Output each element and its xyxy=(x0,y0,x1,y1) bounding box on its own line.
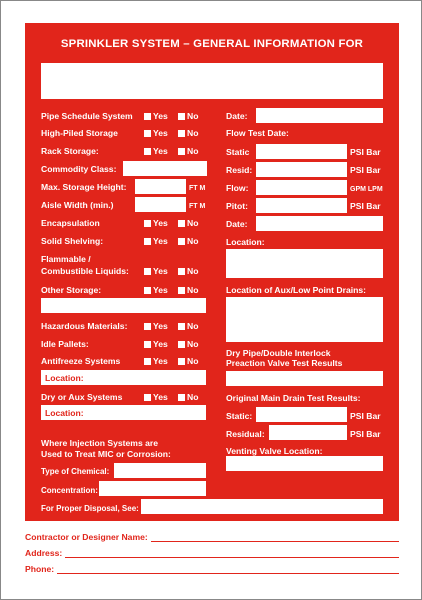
antifreeze-label: Antifreeze Systems xyxy=(41,356,121,366)
flow-test-date-label: Flow Test Date: xyxy=(226,128,289,138)
max-storage-height-field[interactable] xyxy=(135,179,186,194)
location-field[interactable] xyxy=(226,249,383,278)
disposal-label: For Proper Disposal, See: xyxy=(41,504,139,513)
concentration-field[interactable] xyxy=(99,481,206,496)
checkbox-antifreeze-yes[interactable] xyxy=(144,358,151,365)
pitot-field[interactable] xyxy=(256,198,347,213)
aux-drains-field[interactable] xyxy=(226,297,383,342)
no-label: No xyxy=(187,128,199,138)
static2-field[interactable] xyxy=(256,407,347,422)
date2-label: Date: xyxy=(226,219,248,229)
yes-label: Yes xyxy=(153,356,168,366)
checkbox-dry-aux-no[interactable] xyxy=(178,394,185,401)
contractor-line[interactable] xyxy=(151,541,399,542)
checkbox-solid-shelving-yes[interactable] xyxy=(144,238,151,245)
no-label: No xyxy=(187,356,199,366)
injection-label-line1: Where Injection Systems are xyxy=(41,438,159,448)
date-field[interactable] xyxy=(256,108,383,123)
no-label: No xyxy=(187,236,199,246)
checkbox-idle-pallets-yes[interactable] xyxy=(144,341,151,348)
checkbox-encapsulation-no[interactable] xyxy=(178,220,185,227)
yes-label: Yes xyxy=(153,146,168,156)
checkbox-rack-storage-no[interactable] xyxy=(178,148,185,155)
checkbox-dry-aux-yes[interactable] xyxy=(144,394,151,401)
aisle-width-field[interactable] xyxy=(135,197,186,212)
location-label: Location: xyxy=(226,237,265,247)
commodity-class-field[interactable] xyxy=(123,161,207,176)
date-label: Date: xyxy=(226,111,248,121)
address-line[interactable] xyxy=(65,557,399,558)
residual-field[interactable] xyxy=(269,425,347,440)
dry-pipe-label-line1: Dry Pipe/Double Interlock xyxy=(226,348,331,358)
unit-psi-bar: PSI Bar xyxy=(350,165,381,175)
dry-pipe-field[interactable] xyxy=(226,371,383,386)
aisle-width-label: Aisle Width (min.) xyxy=(41,200,114,210)
no-label: No xyxy=(187,285,199,295)
checkbox-pipe-schedule-yes[interactable] xyxy=(144,113,151,120)
static2-label: Static: xyxy=(226,411,253,421)
no-label: No xyxy=(187,146,199,156)
unit-ft-m: FT M xyxy=(189,185,206,192)
contractor-label: Contractor or Designer Name: xyxy=(25,532,148,542)
max-storage-height-label: Max. Storage Height: xyxy=(41,182,127,192)
injection-label-line2: Used to Treat MIC or Corrosion: xyxy=(41,449,171,459)
checkbox-high-piled-no[interactable] xyxy=(178,130,185,137)
other-storage-field[interactable] xyxy=(41,298,206,313)
checkbox-antifreeze-no[interactable] xyxy=(178,358,185,365)
static-label: Static xyxy=(226,147,250,157)
checkbox-hazardous-yes[interactable] xyxy=(144,323,151,330)
yes-label: Yes xyxy=(153,111,168,121)
static-field[interactable] xyxy=(256,144,347,159)
unit-ft-m: FT M xyxy=(189,203,206,210)
flow-label: Flow: xyxy=(226,183,249,193)
flammable-label-line2: Combustible Liquids: xyxy=(41,266,129,276)
phone-line[interactable] xyxy=(57,573,399,574)
sign-title: SPRINKLER SYSTEM – GENERAL INFORMATION FOR xyxy=(60,38,364,50)
dry-pipe-label-line2: Preaction Valve Test Results xyxy=(226,358,343,368)
checkbox-solid-shelving-no[interactable] xyxy=(178,238,185,245)
date2-field[interactable] xyxy=(256,216,383,231)
antifreeze-location-label: Location: xyxy=(45,373,84,383)
hazardous-materials-label: Hazardous Materials: xyxy=(41,321,128,331)
aux-drains-label: Location of Aux/Low Point Drains: xyxy=(226,285,367,295)
venting-valve-label: Venting Valve Location: xyxy=(226,446,323,456)
encapsulation-label: Encapsulation xyxy=(41,218,100,228)
pitot-label: Pitot: xyxy=(226,201,248,211)
no-label: No xyxy=(187,111,199,121)
no-label: No xyxy=(187,218,199,228)
checkbox-hazardous-no[interactable] xyxy=(178,323,185,330)
other-storage-label: Other Storage: xyxy=(41,285,102,295)
checkbox-other-storage-no[interactable] xyxy=(178,287,185,294)
residual-label: Residual: xyxy=(226,429,265,439)
high-piled-label: High-Piled Storage xyxy=(41,128,118,138)
checkbox-high-piled-yes[interactable] xyxy=(144,130,151,137)
phone-label: Phone: xyxy=(25,564,55,574)
no-label: No xyxy=(187,321,199,331)
facility-name-field[interactable] xyxy=(41,63,383,99)
yes-label: Yes xyxy=(153,128,168,138)
solid-shelving-label: Solid Shelving: xyxy=(41,236,104,246)
checkbox-rack-storage-yes[interactable] xyxy=(144,148,151,155)
yes-label: Yes xyxy=(153,392,168,402)
unit-psi-bar: PSI Bar xyxy=(350,411,381,421)
address-label: Address: xyxy=(25,548,63,558)
no-label: No xyxy=(187,392,199,402)
type-chemical-field[interactable] xyxy=(114,463,206,478)
resid-field[interactable] xyxy=(256,162,347,177)
concentration-label: Concentration: xyxy=(41,486,98,495)
main-drain-label: Original Main Drain Test Results: xyxy=(226,393,361,403)
checkbox-flammable-no[interactable] xyxy=(178,268,185,275)
yes-label: Yes xyxy=(153,339,168,349)
checkbox-other-storage-yes[interactable] xyxy=(144,287,151,294)
checkbox-pipe-schedule-no[interactable] xyxy=(178,113,185,120)
unit-psi-bar: PSI Bar xyxy=(350,429,381,439)
yes-label: Yes xyxy=(153,266,168,276)
commodity-class-label: Commodity Class: xyxy=(41,164,117,174)
rack-storage-label: Rack Storage: xyxy=(41,146,99,156)
yes-label: Yes xyxy=(153,321,168,331)
pipe-schedule-label: Pipe Schedule System xyxy=(41,111,133,121)
checkbox-flammable-yes[interactable] xyxy=(144,268,151,275)
flammable-label-line1: Flammable / xyxy=(41,254,91,264)
disposal-field[interactable] xyxy=(141,499,383,514)
venting-valve-field[interactable] xyxy=(226,456,383,471)
yes-label: Yes xyxy=(153,218,168,228)
unit-psi-bar: PSI Bar xyxy=(350,201,381,211)
checkbox-encapsulation-yes[interactable] xyxy=(144,220,151,227)
no-label: No xyxy=(187,339,199,349)
idle-pallets-label: Idle Pallets: xyxy=(41,339,89,349)
no-label: No xyxy=(187,266,199,276)
yes-label: Yes xyxy=(153,236,168,246)
type-chemical-label: Type of Chemical: xyxy=(41,467,110,476)
flow-field[interactable] xyxy=(256,180,347,195)
dry-aux-label: Dry or Aux Systems xyxy=(41,392,123,402)
yes-label: Yes xyxy=(153,285,168,295)
resid-label: Resid: xyxy=(226,165,253,175)
unit-psi-bar: PSI Bar xyxy=(350,147,381,157)
unit-gpm-lpm: GPM LPM xyxy=(350,186,383,193)
dry-aux-location-label: Location: xyxy=(45,408,84,418)
checkbox-idle-pallets-no[interactable] xyxy=(178,341,185,348)
